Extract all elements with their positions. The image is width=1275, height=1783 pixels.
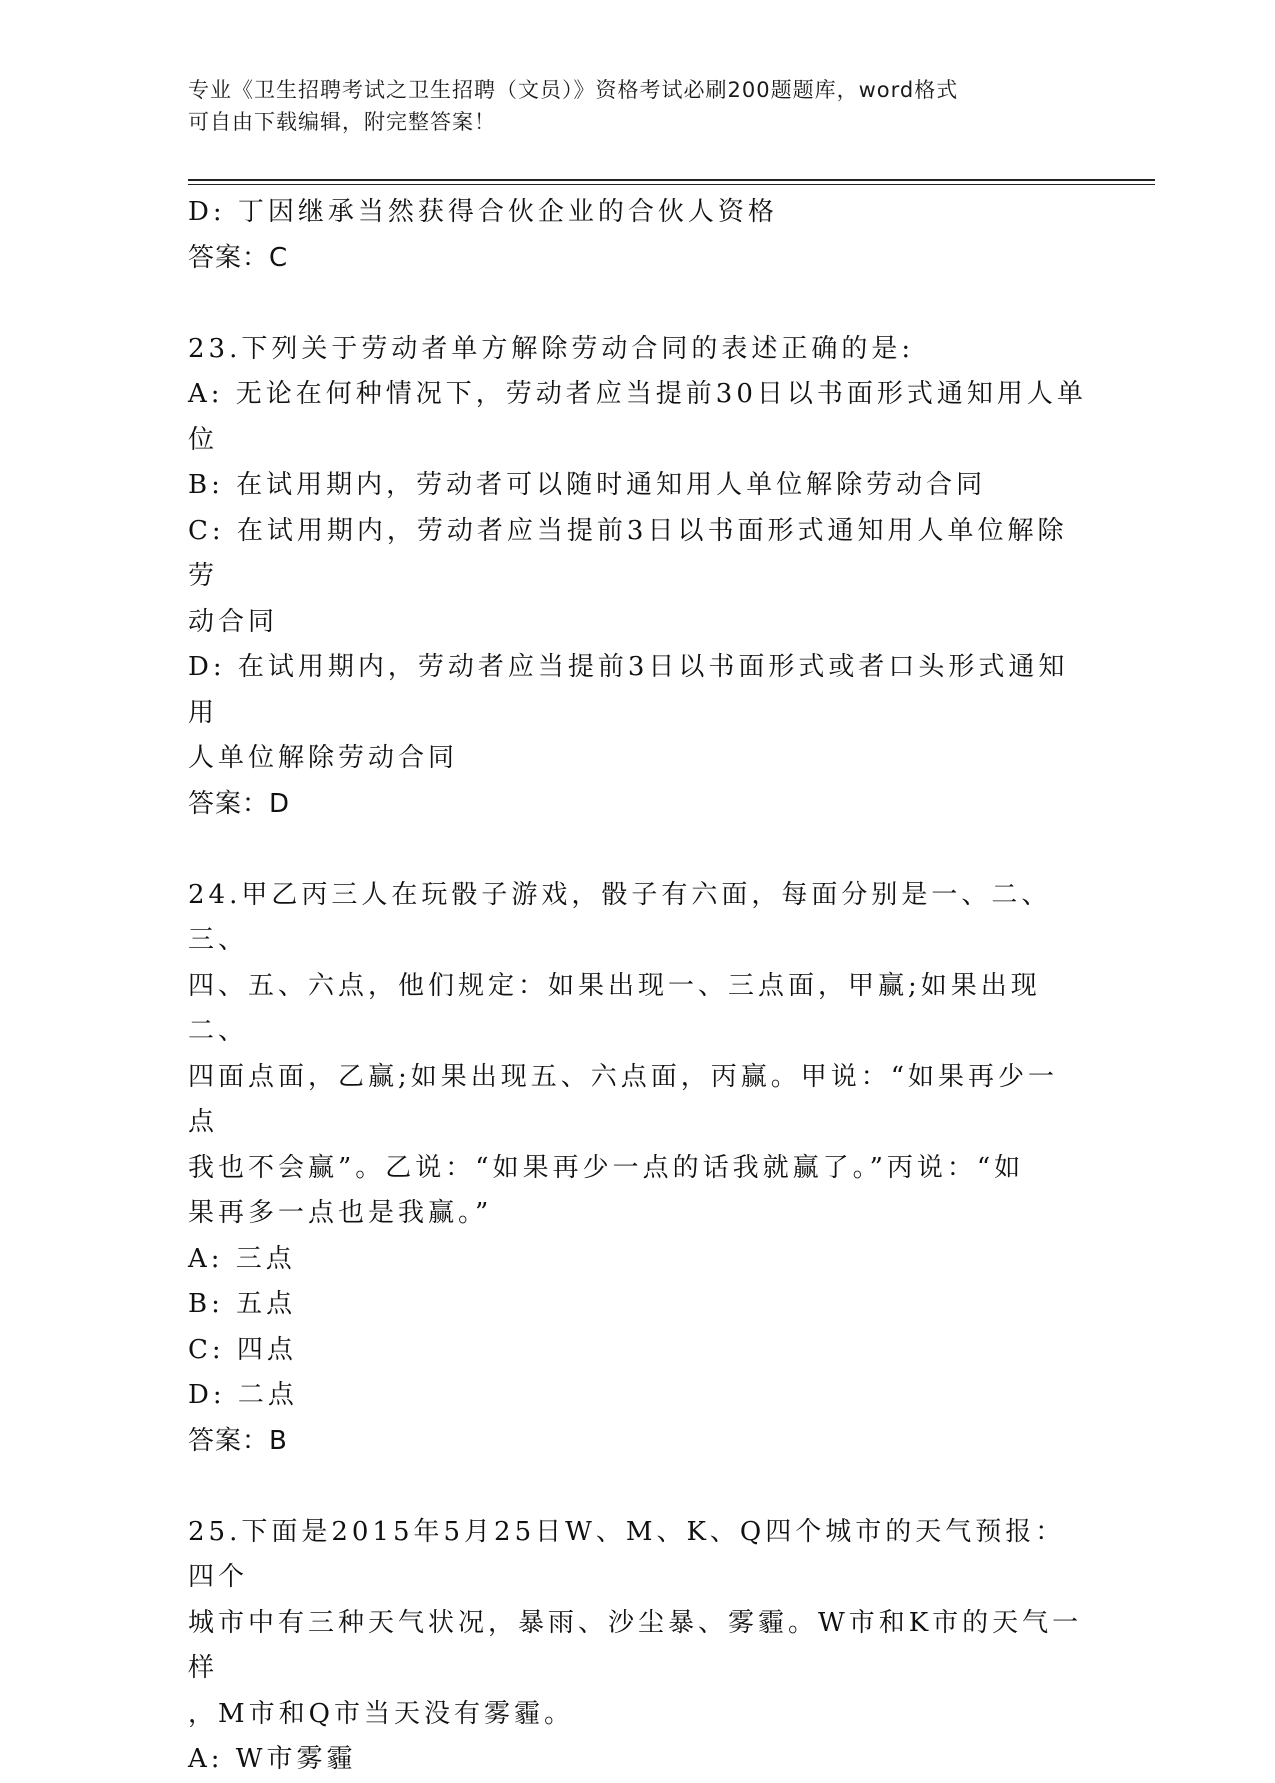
option-c: C: 在试用期内，劳动者应当提前3日以书面形式通知用人单位解除劳 [188, 515, 1068, 591]
header-title-line-1: 专业《卫生招聘考试之卫生招聘（文员）》资格考试必刷200题题库，word格式 [188, 78, 959, 102]
question-23 [188, 327, 1088, 828]
document-header [188, 74, 1068, 138]
question-stem: 24.甲乙丙三人在玩骰子游戏，骰子有六面，每面分别是一、二、三、 [188, 879, 1052, 955]
spacer [188, 827, 1088, 873]
option-d-continued: 人单位解除劳动合同 [188, 743, 459, 773]
spacer [188, 281, 1088, 327]
option-a: A: 三点 [188, 1243, 296, 1274]
option-a: A: 无论在何种情况下，劳动者应当提前30日以书面形式通知用人单 [188, 379, 1087, 409]
question-25 [188, 1510, 1088, 1783]
question-stem: 25.下面是2015年5月25日W、M、K、Q四个城市的天气预报：四个 [188, 1516, 1066, 1592]
option-d: D: 丁因继承当然获得合伙企业的合伙人资格 [188, 197, 778, 227]
option-d: D: 二点 [188, 1380, 298, 1410]
option-a-continued: 位 [188, 424, 219, 455]
option-c: C: 四点 [188, 1334, 297, 1365]
header-title-line-2: 可自由下载编辑，附完整答案！ [188, 110, 496, 134]
question-stem-continued: ，M市和Q市当天没有雾霾。 [188, 1698, 574, 1729]
question-24 [188, 873, 1088, 1465]
option-b: B: 在试用期内，劳动者可以随时通知用人单位解除劳动合同 [188, 470, 987, 500]
answer-line: 答案：D [188, 788, 291, 819]
question-stem: 23.下列关于劳动者单方解除劳动合同的表述正确的是: [188, 333, 915, 364]
header-divider-thin [188, 184, 1155, 185]
question-content [188, 190, 1088, 1783]
header-divider-thick [188, 179, 1155, 181]
answer-line: 答案：C [188, 242, 289, 273]
previous-question-tail [188, 190, 1088, 281]
option-a: A: W市雾霾 [188, 1744, 357, 1774]
option-d: D: 在试用期内，劳动者应当提前3日以书面形式或者口头形式通知用 [188, 652, 1069, 728]
question-stem-continued: 四面点面，乙赢;如果出现五、六点面，丙赢。甲说：“如果再少一点 [188, 1061, 1059, 1137]
answer-line: 答案：B [188, 1425, 288, 1456]
question-stem-continued: 果再多一点也是我赢。” [188, 1198, 493, 1228]
option-c-continued: 动合同 [188, 606, 279, 637]
question-stem-continued: 四、五、六点，他们规定：如果出现一、三点面，甲赢;如果出现二、 [188, 970, 1041, 1046]
question-stem-continued: 城市中有三种天气状况，暴雨、沙尘暴、雾霾。W市和K市的天气一样 [188, 1607, 1083, 1683]
question-stem-continued: 我也不会赢”。乙说：“如果再少一点的话我就赢了。”丙说：“如 [188, 1152, 1025, 1183]
spacer [188, 1464, 1088, 1510]
option-b: B: 五点 [188, 1289, 297, 1319]
